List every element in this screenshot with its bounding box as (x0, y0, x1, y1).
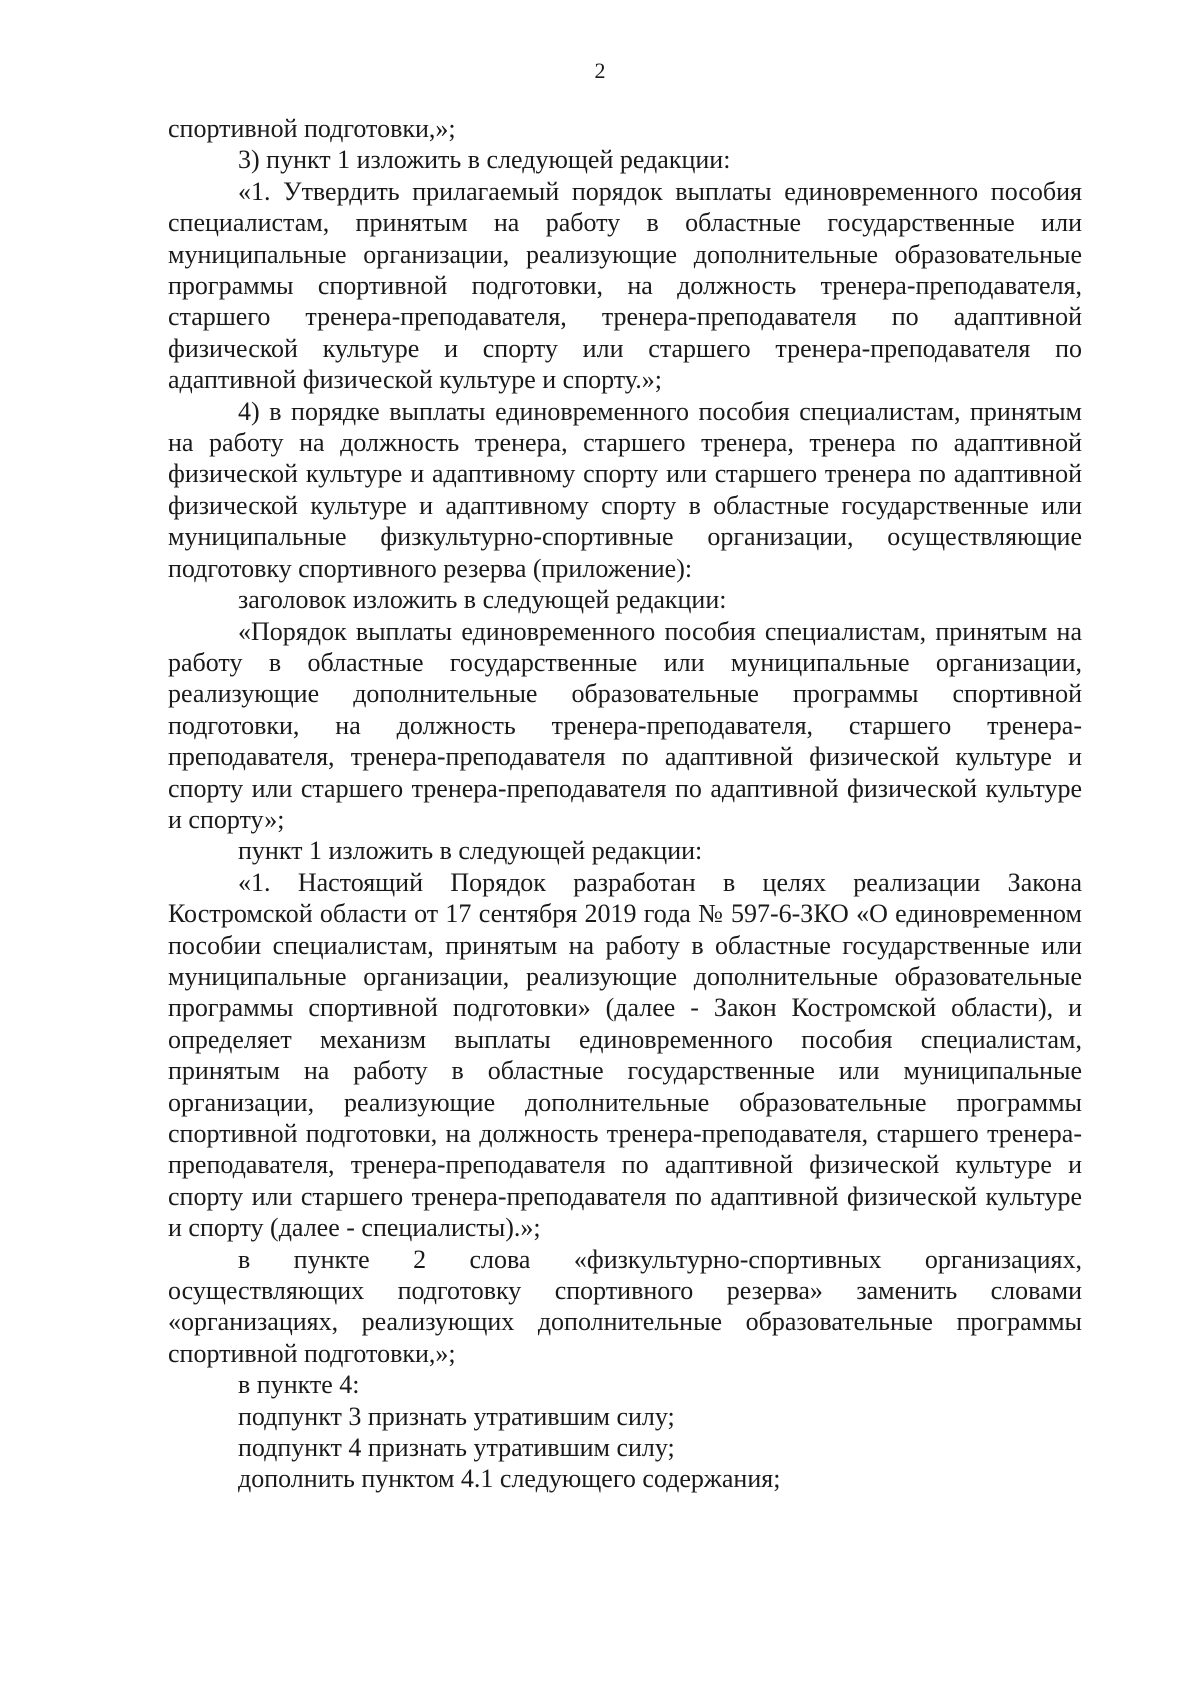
paragraph-13: дополнить пунктом 4.1 следующего содержания; (238, 1464, 781, 1494)
paragraph-8: «1. Настоящий Порядок разработан в целях реализации Закона Костромской области от 17 сентября 2019 года № 597-6-ЗКО «О единовременном пособии специалистам, принятым на работу в областные государственные или муниципальные организации, реализующие дополнительные образовательные программы спортивной подготовки» (далее - Закон Костромской области), и определяет механизм выплаты единовременного пособия специалистам, принятым на работу в областные государственные или муниципальные организации, реализующие дополнительные образовательные программы спортивной подготовки, на должность тренера-преподавателя, старшего тренера-преподавателя, тренера-преподавателя по адаптивной физической культуре и спорту или старшего тренера-преподавателя по адаптивной физической культуре и спорту (далее - специалисты).»; (168, 867, 1082, 1243)
paragraph-5: заголовок изложить в следующей редакции: (238, 585, 727, 615)
paragraph-3: «1. Утвердить прилагаемый порядок выплаты единовременного пособия специалистам, принятым на работу в областные государственные или муниципальные организации, реализующие дополнительные образовательные программы спортивной подготовки, на должность тренера-преподавателя, старшего тренера-преподавателя, тренера-преподавателя по адаптивной физической культуре и спорту или старшего тренера-преподавателя по адаптивной физической культуре и спорту.»; (168, 176, 1082, 395)
document-body (168, 113, 1082, 1495)
paragraph-7: пункт 1 изложить в следующей редакции: (238, 836, 703, 866)
page-number: 2 (594, 58, 606, 83)
paragraph-9: в пункте 2 слова «физкультурно-спортивных организациях, осуществляющих подготовку спортивного резерва» заменить словами «организациях, реализующих дополнительные образовательные программы спортивной подготовки,»; (168, 1244, 1082, 1368)
paragraph-6: «Порядок выплаты единовременного пособия специалистам, принятым на работу в областные государственные или муниципальные организации, реализующие дополнительные образовательные программы спортивной подготовки, на должность тренера-преподавателя, старшего тренера-преподавателя, тренера-преподавателя по адаптивной физической культуре и спорту или старшего тренера-преподавателя по адаптивной физической культуре и спорту»; (168, 616, 1082, 834)
paragraph-11: подпункт 3 признать утратившим силу; (238, 1401, 675, 1431)
paragraph-2: 3) пункт 1 изложить в следующей редакции: (238, 145, 731, 175)
paragraph-4: 4) в порядке выплаты единовременного пособия специалистам, принятым на работу на должность тренера, старшего тренера, тренера по адаптивной физической культуре и адаптивному спорту или старшего тренера по адаптивной физической культуре и адаптивному спорту в областные государственные или муниципальные физкультурно-спортивные организации, осуществляющие подготовку спортивного резерва (приложение): (168, 396, 1082, 583)
paragraph-1: спортивной подготовки,»; (168, 114, 456, 143)
paragraph-10: в пункте 4: (238, 1370, 360, 1400)
paragraph-12: подпункт 4 признать утратившим силу; (238, 1433, 675, 1463)
